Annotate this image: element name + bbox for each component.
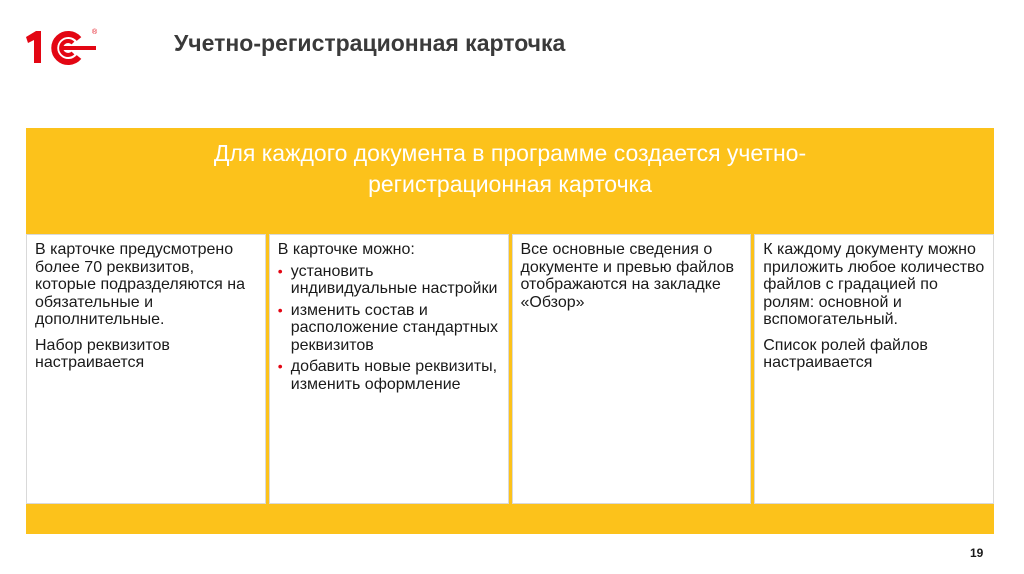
page-number: 19 xyxy=(970,546,984,560)
column-files xyxy=(754,234,994,504)
bullet-icon: • xyxy=(277,358,283,374)
registered-mark: ® xyxy=(92,29,98,36)
capabilities-list xyxy=(278,263,500,394)
list-item-text: добавить новые реквизиты, изменить оформление xyxy=(290,358,498,393)
column-attributes xyxy=(26,234,266,504)
list-item-text: изменить состав и расположение стандартных реквизитов xyxy=(290,301,499,354)
banner-line-1: Для каждого документа в программе создается учетно- xyxy=(213,140,807,166)
column-3-paragraph-1: Все основные сведения о документе и превью файлов отображаются на закладке «Обзор» xyxy=(520,241,734,311)
list-item-text: установить индивидуальные настройки xyxy=(290,262,498,297)
1c-logo xyxy=(24,27,102,67)
list-item xyxy=(278,263,500,298)
info-columns xyxy=(26,234,994,504)
column-4-paragraph-2: Список ролей файлов настраивается xyxy=(763,336,928,371)
column-1-paragraph-2: Набор реквизитов настраивается xyxy=(35,336,170,371)
column-capabilities xyxy=(269,234,509,504)
list-item xyxy=(278,358,500,393)
column-2-intro: В карточке можно: xyxy=(277,241,415,258)
banner-text xyxy=(26,138,994,200)
column-4-paragraph-1: К каждому документу можно приложить любое количество файлов с градацией по ролям: основной и вспомогательный. xyxy=(763,241,985,328)
bullet-icon: • xyxy=(277,262,283,279)
bullet-icon: • xyxy=(277,301,283,318)
1c-logo-icon xyxy=(24,27,102,67)
page-title: Учетно-регистрационная карточка xyxy=(174,30,566,56)
column-overview xyxy=(512,234,752,504)
column-1-paragraph-1: В карточке предусмотрено более 70 реквизитов, которые подразделяются на обязательные и дополнительные. xyxy=(35,241,246,328)
list-item xyxy=(278,302,500,355)
banner-line-2: регистрационная карточка xyxy=(368,171,652,197)
